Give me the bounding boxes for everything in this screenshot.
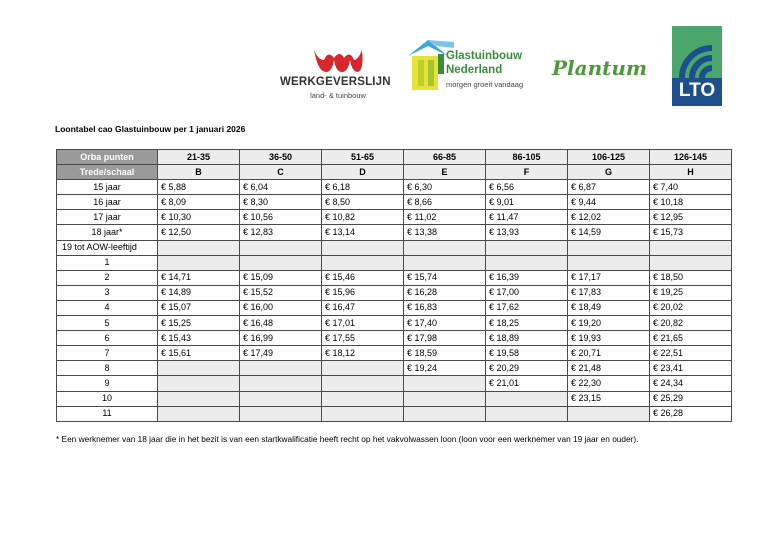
row-label: 8 [57,361,158,376]
table-row [57,406,732,421]
wage-table [56,149,732,422]
header-point-range: 36-50 [240,150,322,165]
table-row [57,195,732,210]
wage-cell: € 6,30 [404,180,486,195]
header-scale: D [322,165,404,180]
wage-cell: € 14,71 [158,270,240,285]
row-label: 4 [57,300,158,315]
empty-cell [158,406,240,421]
empty-cell [240,361,322,376]
empty-cell [158,240,240,255]
wage-cell: € 22,51 [650,346,732,361]
wage-cell: € 8,30 [240,195,322,210]
row-label: 7 [57,346,158,361]
empty-cell [322,406,404,421]
document-title: Loontabel cao Glastuinbouw per 1 januari 2026 [55,124,246,134]
wage-cell: € 25,29 [650,391,732,406]
table-row [57,285,732,300]
row-label: 6 [57,331,158,346]
wage-cell: € 16,99 [240,331,322,346]
wage-cell: € 13,93 [486,225,568,240]
footnote: * Een werknemer van 18 jaar die in het bezit is van een startkwalificatie heeft recht op het vakvolwassen loon (loon voor een werknemer van 19 jaar en ouder). [56,434,639,444]
empty-cell [322,240,404,255]
header-scale: F [486,165,568,180]
row-label: 18 jaar* [57,225,158,240]
wage-cell: € 18,25 [486,316,568,331]
wage-cell: € 20,71 [568,346,650,361]
wage-cell: € 19,93 [568,331,650,346]
lto-text: LTO [678,80,716,101]
empty-cell [240,376,322,391]
wage-cell: € 18,49 [568,300,650,315]
header-scale-label: Trede/schaal [57,165,158,180]
wage-cell: € 22,30 [568,376,650,391]
glastuinbouw-nederland-logo [406,36,530,94]
glastuinbouw-line2: Nederland [446,64,503,76]
wage-cell: € 8,09 [158,195,240,210]
empty-cell [158,361,240,376]
wage-cell: € 23,15 [568,391,650,406]
empty-cell [486,240,568,255]
empty-cell [404,240,486,255]
empty-cell [322,391,404,406]
wage-cell: € 17,49 [240,346,322,361]
table-row [57,331,732,346]
wage-cell: € 18,12 [322,346,404,361]
wage-cell: € 18,59 [404,346,486,361]
empty-cell [568,240,650,255]
table-row [57,376,732,391]
table-row [57,180,732,195]
empty-cell [486,406,568,421]
wage-cell: € 17,01 [322,316,404,331]
wage-cell: € 20,82 [650,316,732,331]
header-point-range: 51-65 [322,150,404,165]
wage-cell: € 16,48 [240,316,322,331]
row-label: 11 [57,406,158,421]
table-row [57,391,732,406]
row-label: 15 jaar [57,180,158,195]
wage-cell: € 9,01 [486,195,568,210]
wage-cell: € 12,50 [158,225,240,240]
wage-cell: € 14,89 [158,285,240,300]
row-label: 16 jaar [57,195,158,210]
empty-cell [568,255,650,270]
wage-cell: € 19,20 [568,316,650,331]
empty-cell [240,391,322,406]
wage-cell: € 18,89 [486,331,568,346]
werkgeverslijn-name: WERKGEVERSLIJN [280,76,391,88]
row-label: 2 [57,270,158,285]
header-row-points [57,150,732,165]
table-row [57,270,732,285]
empty-cell [158,391,240,406]
werkgeverslijn-logo [280,46,396,106]
wage-cell: € 15,74 [404,270,486,285]
wage-cell: € 6,87 [568,180,650,195]
empty-cell [158,376,240,391]
wage-cell: € 17,98 [404,331,486,346]
row-label: 17 jaar [57,210,158,225]
wage-cell: € 19,58 [486,346,568,361]
wage-cell: € 10,18 [650,195,732,210]
row-label: 1 [57,255,158,270]
wage-cell: € 13,14 [322,225,404,240]
wage-cell: € 12,02 [568,210,650,225]
glastuinbouw-line1: Glastuinbouw [446,50,523,62]
wage-cell: € 23,41 [650,361,732,376]
wage-cell: € 15,61 [158,346,240,361]
wage-cell: € 16,47 [322,300,404,315]
wage-cell: € 18,50 [650,270,732,285]
wage-cell: € 17,55 [322,331,404,346]
row-label: 9 [57,376,158,391]
wage-cell: € 17,83 [568,285,650,300]
wage-cell: € 8,50 [322,195,404,210]
wage-cell: € 11,47 [486,210,568,225]
row-label: 10 [57,391,158,406]
table-row [57,225,732,240]
header-scale: G [568,165,650,180]
header-point-range: 126-145 [650,150,732,165]
wage-cell: € 12,95 [650,210,732,225]
table-row [57,361,732,376]
header-scale: B [158,165,240,180]
lto-logo [672,26,722,106]
empty-cell [404,406,486,421]
wage-cell: € 7,40 [650,180,732,195]
table-row [57,346,732,361]
wage-cell: € 19,24 [404,361,486,376]
wage-cell: € 16,28 [404,285,486,300]
empty-cell [240,406,322,421]
wage-cell: € 16,39 [486,270,568,285]
wage-cell: € 11,02 [404,210,486,225]
empty-cell [240,255,322,270]
wage-cell: € 6,56 [486,180,568,195]
wage-cell: € 8,66 [404,195,486,210]
table-row [57,300,732,315]
wage-cell: € 6,18 [322,180,404,195]
wage-cell: € 15,43 [158,331,240,346]
empty-cell [404,255,486,270]
wage-cell: € 15,25 [158,316,240,331]
wage-cell: € 21,48 [568,361,650,376]
wage-cell: € 21,65 [650,331,732,346]
table-row [57,316,732,331]
empty-cell [486,255,568,270]
wage-cell: € 13,38 [404,225,486,240]
wage-cell: € 15,73 [650,225,732,240]
header-point-range: 21-35 [158,150,240,165]
empty-cell [486,391,568,406]
werkgeverslijn-subtitle: land- & tuinbouw [310,91,366,100]
wage-cell: € 10,56 [240,210,322,225]
wage-cell: € 6,04 [240,180,322,195]
header-point-range: 66-85 [404,150,486,165]
empty-cell [650,255,732,270]
empty-cell [404,376,486,391]
empty-cell [650,240,732,255]
wage-cell: € 10,30 [158,210,240,225]
wage-cell: € 15,09 [240,270,322,285]
wage-cell: € 20,02 [650,300,732,315]
wage-cell: € 5,88 [158,180,240,195]
wage-cell: € 21,01 [486,376,568,391]
wage-cell: € 15,96 [322,285,404,300]
header-scale: E [404,165,486,180]
wage-cell: € 17,17 [568,270,650,285]
wage-cell: € 9,44 [568,195,650,210]
header-point-range: 86-105 [486,150,568,165]
table-row [57,210,732,225]
empty-cell [240,240,322,255]
wage-cell: € 20,29 [486,361,568,376]
wage-cell: € 17,00 [486,285,568,300]
row-label: 5 [57,316,158,331]
empty-cell [158,255,240,270]
plantum-logo: Plantum [552,56,648,80]
header-points-label: Orba punten [57,150,158,165]
empty-cell [404,391,486,406]
wage-cell: € 24,34 [650,376,732,391]
empty-cell [568,406,650,421]
werkgeverslijn-mark-icon [310,46,366,76]
empty-cell [322,376,404,391]
wage-cell: € 12,83 [240,225,322,240]
wage-cell: € 10,82 [322,210,404,225]
wage-cell: € 15,52 [240,285,322,300]
wage-cell: € 17,62 [486,300,568,315]
wage-cell: € 19,25 [650,285,732,300]
header-scale: H [650,165,732,180]
empty-cell [322,255,404,270]
wage-cell: € 26,28 [650,406,732,421]
empty-cell [322,361,404,376]
row-label: 3 [57,285,158,300]
row-label: 19 tot AOW-leeftijd [57,240,158,255]
wage-cell: € 17,40 [404,316,486,331]
table-row [57,255,732,270]
wage-cell: € 14,59 [568,225,650,240]
header-scale: C [240,165,322,180]
glastuinbouw-tagline: morgen groeit vandaag [446,80,524,89]
wage-cell: € 15,46 [322,270,404,285]
header-row-scales [57,165,732,180]
wage-cell: € 16,00 [240,300,322,315]
wage-cell: € 16,83 [404,300,486,315]
wage-cell: € 15,07 [158,300,240,315]
header-point-range: 106-125 [568,150,650,165]
table-row [57,240,732,255]
